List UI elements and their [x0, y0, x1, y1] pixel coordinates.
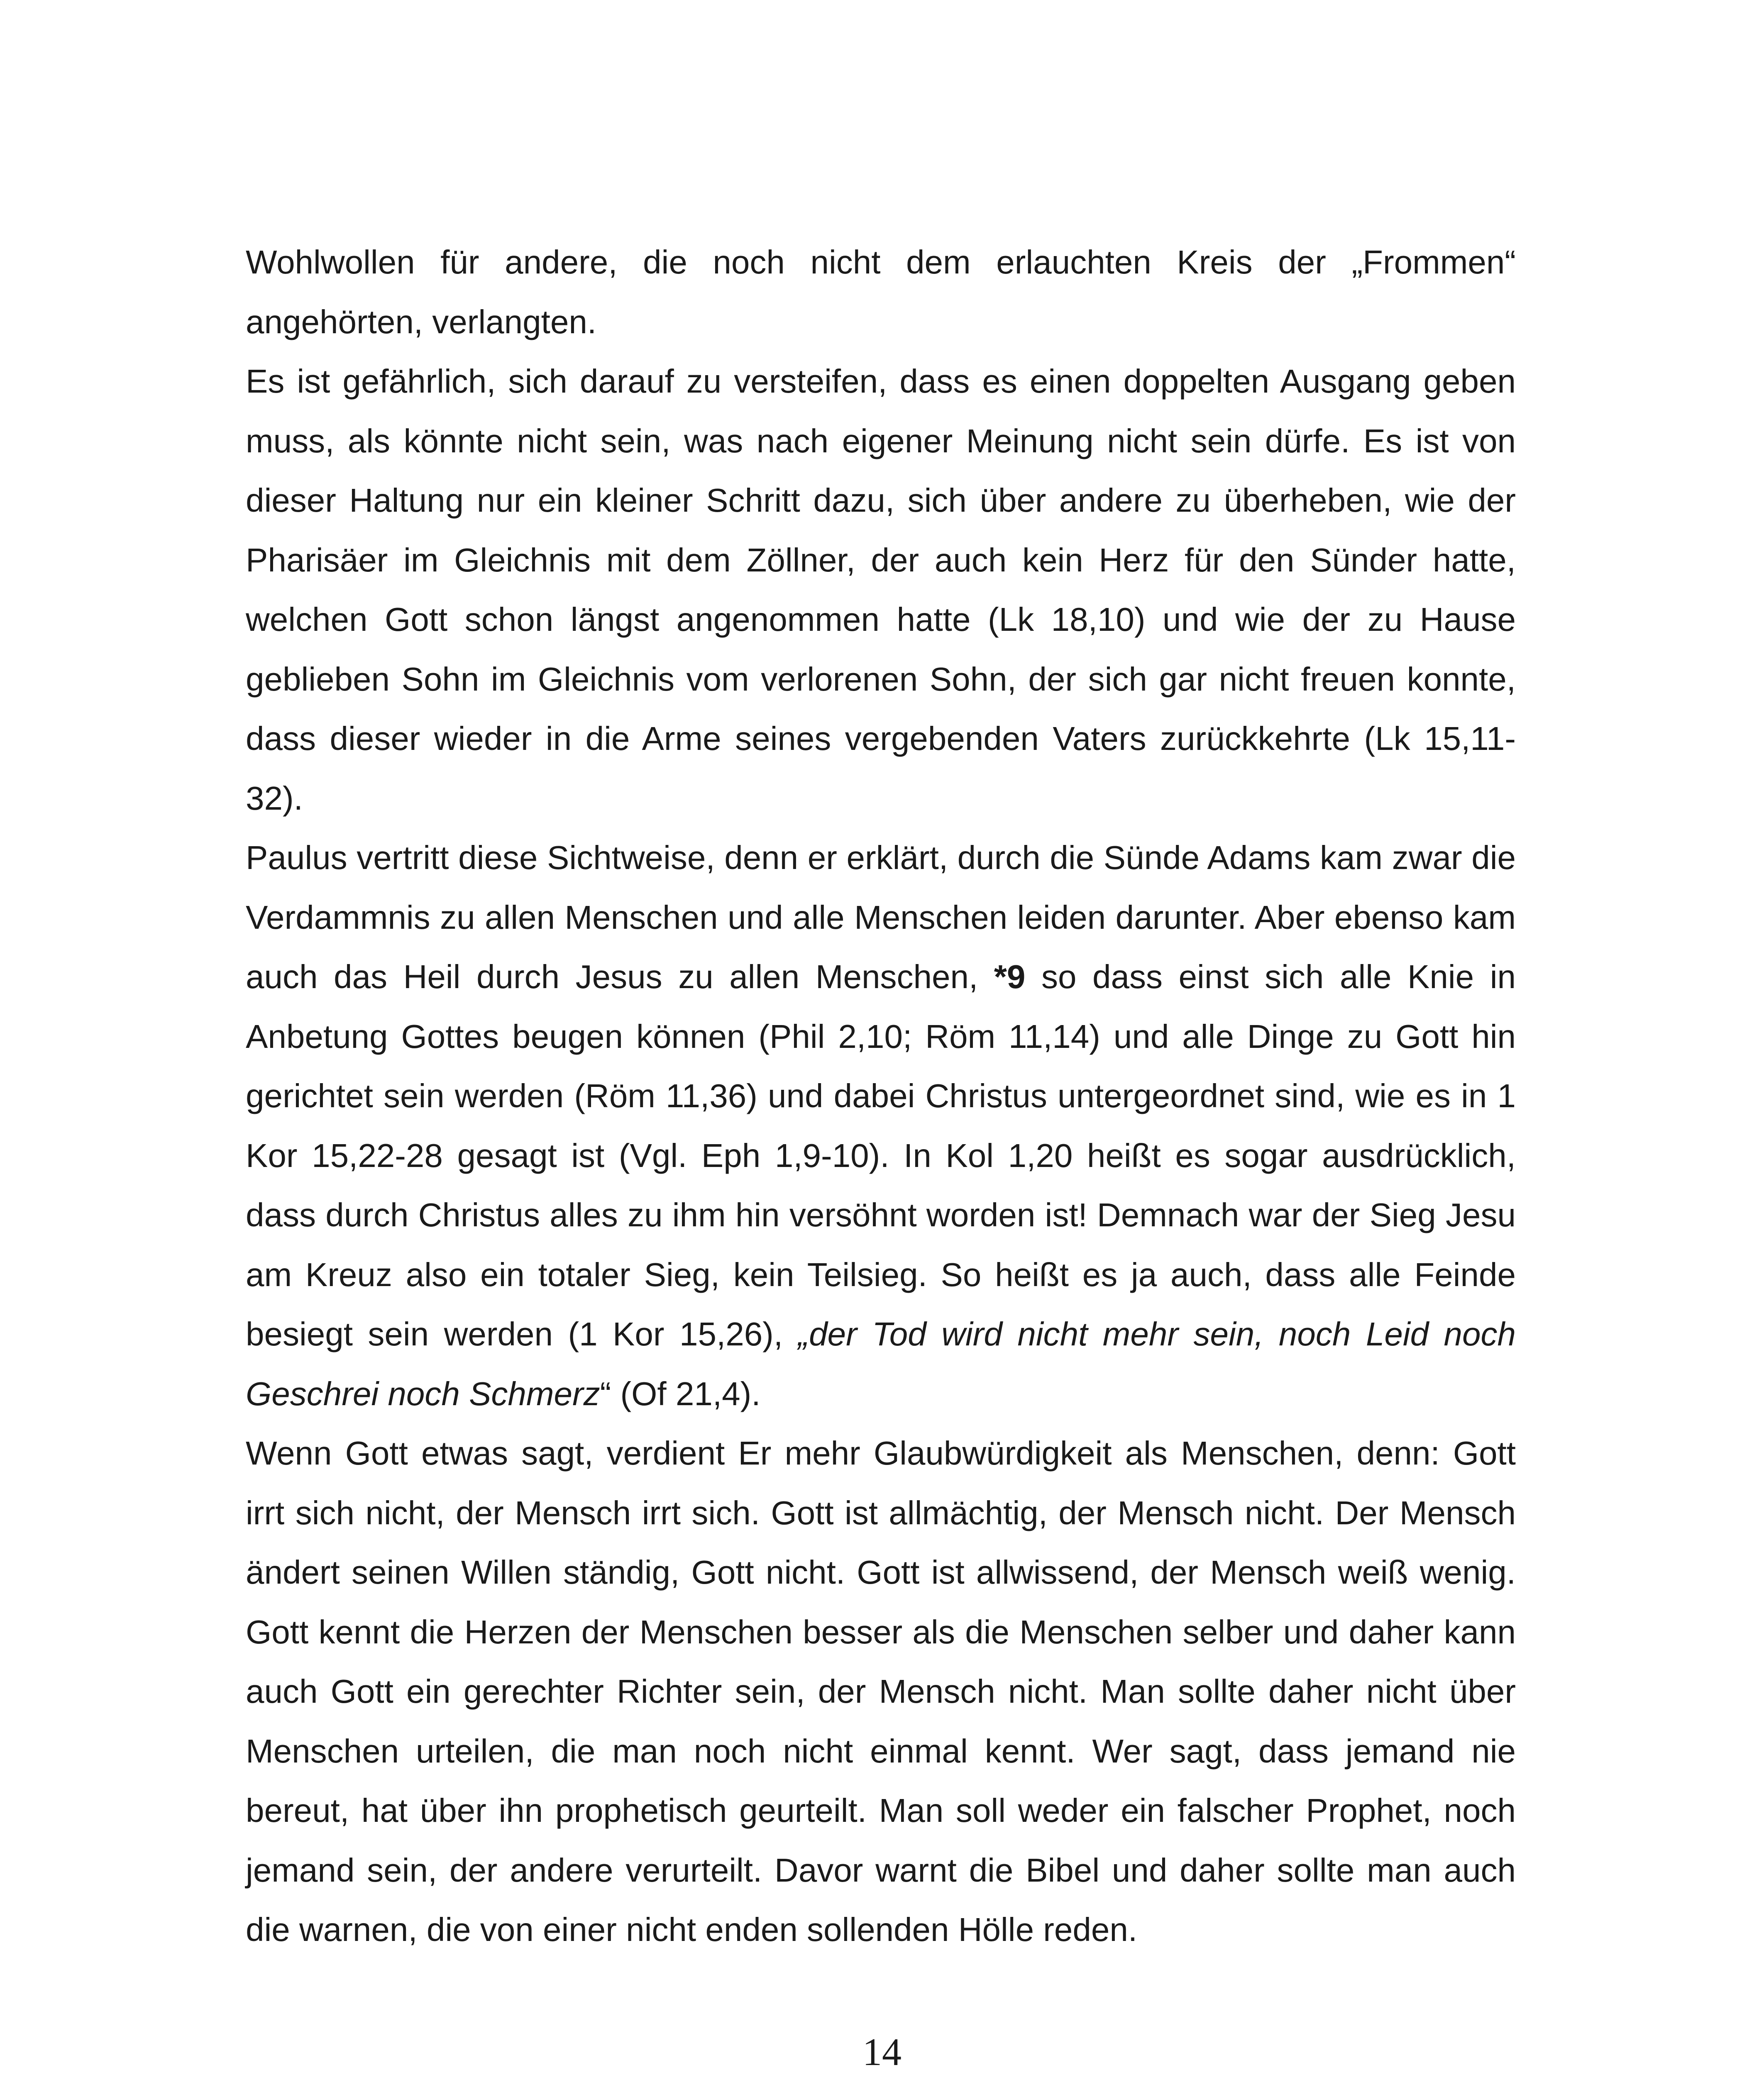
paragraph-3 [246, 828, 1516, 1423]
paragraph-1: Wohlwollen für andere, die noch nicht dem erlauchten Kreis der „Frommen“ angehörten, verlangten. [246, 244, 1516, 340]
paragraph-3-text-c: “ (Of 21,4). [600, 1375, 761, 1412]
bible-quote: „der Tod wird nicht mehr sein, noch Leid noch Geschrei noch Schmerz [246, 1316, 1516, 1412]
paragraph-3-text-a: Paulus vertritt diese Sichtweise, denn er erklärt, durch die Sünde Adams kam zwar die Verdammnis zu allen Menschen und alle Menschen leiden darunter. Aber ebenso kam auch das Heil durch Jesus zu allen Menschen, [246, 839, 1516, 995]
footnote-reference: *9 [994, 958, 1026, 995]
page-number: 14 [862, 2031, 902, 2074]
body-text [246, 232, 1516, 1960]
paragraph-2: Es ist gefährlich, sich darauf zu versteifen, dass es einen doppelten Ausgang geben muss, als könnte nicht sein, was nach eigener Meinung nicht sein dürfe. Es ist von dieser Haltung nur ein kleiner Schritt dazu, sich über andere zu überheben, wie der Pharisäer im Gleichnis mit dem Zöllner, der auch kein Herz für den Sünder hatte, welchen Gott schon längst angenommen hatte (Lk 18,10) und wie der zu Hause geblieben Sohn im Gleichnis vom verlorenen Sohn, der sich gar nicht freuen konnte, dass dieser wieder in die Arme seines vergebenden Vaters zurückkehrte (Lk 15,11-32). [246, 363, 1516, 817]
paragraph-3-text-b: so dass einst sich alle Knie in Anbetung Gottes beugen können (Phil 2,10; Röm 11,14) und alle Dinge zu Gott hin gerichtet sein werden (Röm 11,36) und dabei Christus untergeordnet sind, wie es in 1 Kor 15,22-28 gesagt ist (Vgl. Eph 1,9-10). In Kol 1,20 heißt es sogar ausdrücklich, dass durch Christus alles zu ihm hin versöhnt worden ist! Demnach war der Sieg Jesu am Kreuz also ein totaler Sieg, kein Teilsieg. So heißt es ja auch, dass alle Feinde besiegt sein werden (1 Kor 15,26), [246, 958, 1516, 1352]
paragraph-4: Wenn Gott etwas sagt, verdient Er mehr Glaubwürdigkeit als Menschen, denn: Gott irrt sich nicht, der Mensch irrt sich. Gott ist allmächtig, der Mensch nicht. Der Mensch ändert seinen Willen ständig, Gott nicht. Gott ist allwissend, der Mensch weiß wenig. Gott kennt die Herzen der Menschen besser als die Menschen selber und daher kann auch Gott ein gerechter Richter sein, der Mensch nicht. Man sollte daher nicht über Menschen urteilen, die man noch nicht einmal kennt. Wer sagt, dass jemand nie bereut, hat über ihn prophetisch geurteilt. Man soll weder ein falscher Prophet, noch jemand sein, der andere verurteilt. Davor warnt die Bibel und daher sollte man auch die warnen, die von einer nicht enden sollenden Hölle reden. [246, 1435, 1516, 1948]
